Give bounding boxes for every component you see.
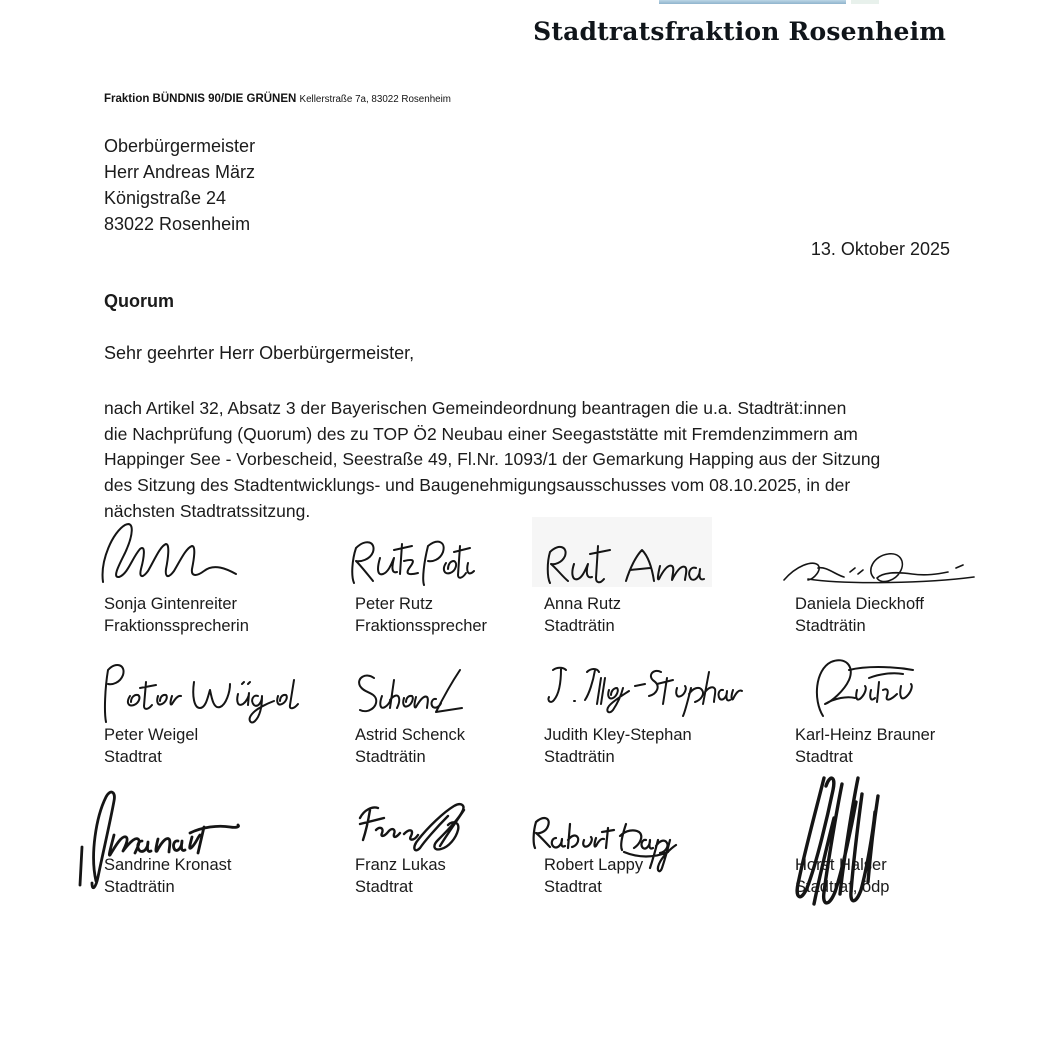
signature-image-robert-lappy — [528, 800, 678, 876]
sender-street: Kellerstraße 7a, 83022 Rosenheim — [299, 94, 451, 105]
signatory-name: Judith Kley-Stephan — [544, 726, 692, 744]
signature-image-karl-heinz-brauner — [795, 656, 920, 720]
body-line: Happinger See - Vorbescheid, Seestraße 49, Fl.Nr. 1093/1 der Gemarkung Happing aus der Sitzung — [104, 449, 881, 470]
signatory-name: Sonja Gintenreiter — [104, 595, 237, 613]
logo-underline-bar — [659, 0, 846, 4]
signatory-name: Robert Lappy — [544, 856, 644, 874]
page-title: Stadtratsfraktion Rosenheim — [533, 17, 946, 46]
signatory-name: Anna Rutz — [544, 595, 622, 613]
signature-image-horst-halser — [790, 770, 890, 920]
signatory-block — [104, 594, 354, 638]
signatory-name: Peter Weigel — [104, 726, 199, 744]
signature-image-daniela-dieckhoff — [778, 546, 978, 588]
signatory-name: Daniela Dieckhoff — [795, 595, 925, 613]
sender-org: Fraktion BÜNDNIS 90/DIE GRÜNEN — [104, 93, 297, 105]
signatory-title: Stadträtin — [355, 747, 426, 766]
signatory-title: Stadträtin — [795, 616, 866, 635]
signatory-name: Franz Lukas — [355, 856, 446, 874]
sender-return-address — [104, 93, 451, 105]
body-line: nach Artikel 32, Absatz 3 der Bayerischen Gemeindeordnung beantragen die u.a. Stadträt:innen — [104, 398, 847, 418]
recipient-line: Königstraße 24 — [104, 188, 227, 208]
signatory-title: Stadtrat — [544, 877, 602, 896]
signature-image-sonja-gintenreiter — [95, 518, 240, 596]
signatory-title: Fraktionssprecherin — [104, 616, 249, 635]
signature-image-astrid-schenck — [352, 664, 467, 722]
signatory-block — [104, 725, 354, 769]
signatory-title: Stadträtin — [544, 747, 615, 766]
body-line: nächsten Stadtratssitzung. — [104, 500, 311, 521]
signatory-block — [544, 594, 794, 638]
signatory-name: Horst Halser — [795, 856, 887, 874]
signature-image-peter-weigel — [98, 658, 303, 726]
salutation: Sehr geehrter Herr Oberbürgermeister, — [104, 343, 415, 363]
signatory-name: Astrid Schenck — [355, 726, 466, 744]
signatory-block — [795, 725, 1045, 769]
signatory-title: Stadträtin — [104, 877, 175, 896]
logo-corner-fragment — [851, 0, 879, 4]
letter-body — [104, 396, 880, 525]
signature-image-peter-rutz — [346, 534, 476, 590]
signature-image-anna-rutz — [542, 538, 707, 590]
signatory-title: Fraktionssprecher — [355, 616, 488, 635]
recipient-address-block — [104, 133, 255, 237]
recipient-line: Oberbürgermeister — [104, 136, 256, 156]
signatory-title: Stadtrat — [104, 747, 162, 766]
subject-line: Quorum — [104, 291, 174, 311]
signatory-name: Peter Rutz — [355, 595, 433, 613]
recipient-line: Herr Andreas März — [104, 162, 256, 182]
body-line: die Nachprüfung (Quorum) des zu TOP Ö2 Neubau einer Seegaststätte mit Fremdenzimmern am — [104, 423, 858, 444]
signatory-title: Stadträtin — [544, 616, 615, 635]
signature-image-judith-kley-stephan — [543, 660, 743, 716]
body-line: des Sitzung des Stadtentwicklungs- und Baugenehmigungsausschusses vom 08.10.2025, in der — [104, 475, 851, 496]
signatory-block — [544, 725, 794, 769]
signatory-block — [795, 594, 1045, 638]
letter-date: 13. Oktober 2025 — [810, 239, 950, 259]
signatory-name: Sandrine Kronast — [104, 856, 232, 874]
recipient-line: 83022 Rosenheim — [104, 214, 251, 234]
signature-image-franz-lukas — [352, 790, 487, 856]
signatory-title: Stadtrat, ödp — [795, 877, 890, 896]
signatory-title: Stadtrat — [795, 747, 853, 766]
signature-image-sandrine-kronast — [78, 785, 243, 897]
signatory-name: Karl-Heinz Brauner — [795, 726, 936, 744]
signatory-title: Stadtrat — [355, 877, 413, 896]
